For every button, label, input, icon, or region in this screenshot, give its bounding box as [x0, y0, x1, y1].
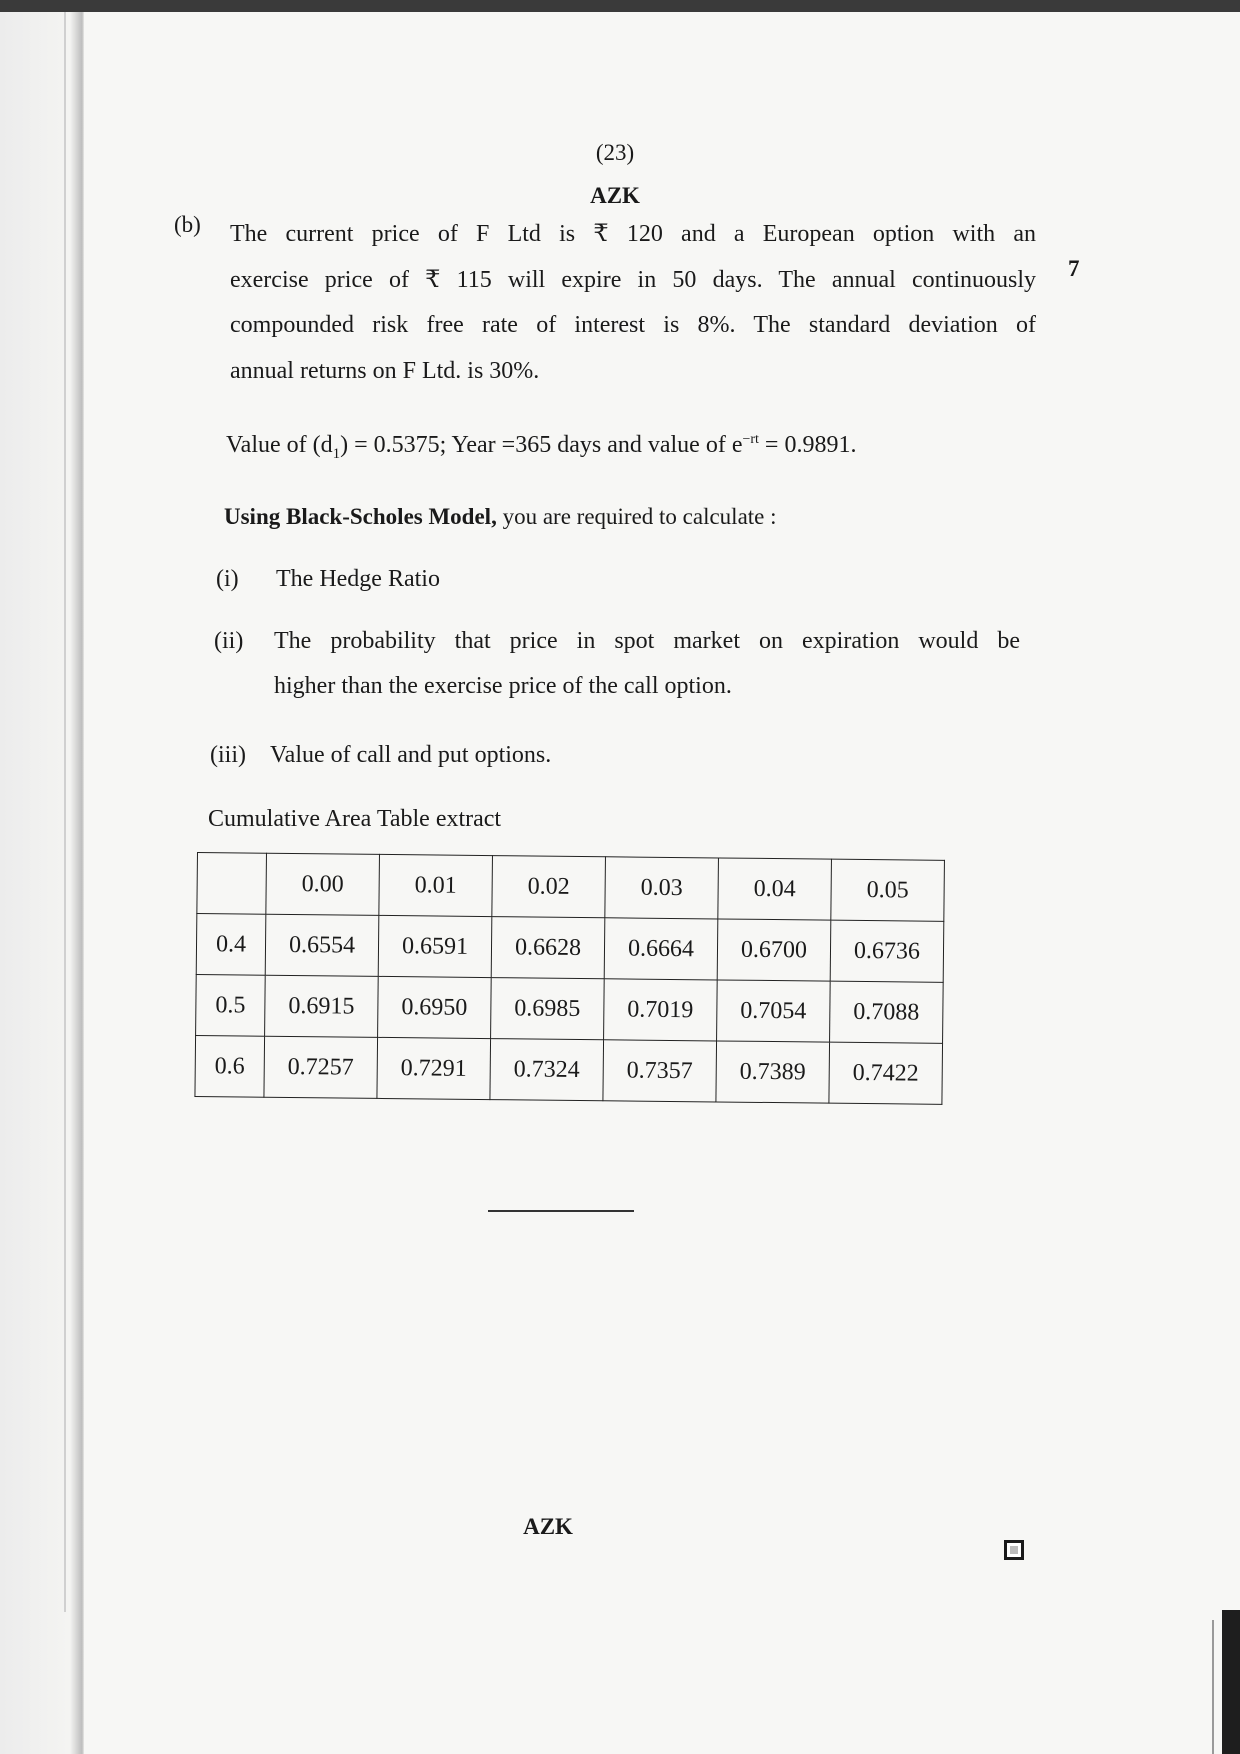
question-line: compounded risk free rate of interest is 8%. The standard deviation of — [230, 312, 1036, 338]
cumulative-area-table — [194, 852, 945, 1105]
column-header: 0.01 — [379, 854, 493, 916]
subquestion-label: (iii) — [210, 742, 246, 768]
given-values — [226, 432, 856, 463]
paper-code-top: AZK — [590, 183, 640, 208]
scan-left-margin — [0, 12, 84, 1754]
instruction — [224, 504, 777, 530]
question-line: annual returns on F Ltd. is 30%. — [230, 357, 540, 384]
table-cell: 0.7422 — [829, 1042, 943, 1104]
table-cell: 0.7019 — [604, 979, 718, 1041]
column-header: 0.03 — [605, 857, 719, 919]
column-header: 0.05 — [831, 859, 945, 921]
instruction-rest: you are required to calculate : — [496, 504, 777, 529]
table-row — [196, 914, 944, 983]
question-line: exercise price of ₹ 115 will expire in 50 days. The annual continuously — [230, 266, 1036, 293]
column-header: 0.00 — [266, 853, 380, 915]
table-cell: 0.6950 — [378, 976, 492, 1038]
question-text — [230, 212, 1036, 394]
row-header: 0.6 — [195, 1035, 265, 1097]
end-of-section-rule — [488, 1210, 634, 1212]
exponent: −rt — [742, 432, 759, 447]
table-cell: 0.6591 — [378, 915, 492, 977]
table-row — [195, 1035, 943, 1104]
subquestion-ii — [214, 628, 1020, 699]
d1-suffix: ) = 0.5375; Year =365 days and value of e — [340, 432, 743, 458]
table-cell: 0.6700 — [717, 919, 831, 981]
page-fold-line — [64, 12, 66, 1612]
column-header: 0.02 — [492, 856, 606, 918]
table-row — [196, 974, 944, 1043]
paper-code-bottom: AZK — [523, 1514, 573, 1539]
subquestion-label: (i) — [216, 566, 239, 592]
scan-right-edge — [1222, 1610, 1240, 1754]
instruction-bold: Using Black-Scholes Model, — [224, 504, 497, 529]
table-cell: 0.6915 — [265, 975, 379, 1037]
table-cell: 0.6628 — [491, 917, 605, 979]
table-cell: 0.6554 — [265, 914, 379, 976]
subquestion-text: The Hedge Ratio — [276, 566, 440, 592]
table-cell: 0.6736 — [830, 920, 944, 982]
row-header: 0.4 — [196, 914, 266, 976]
d1-prefix: Value of (d — [226, 432, 333, 458]
table-cell: 0.7324 — [490, 1039, 604, 1101]
row-header: 0.5 — [196, 974, 266, 1036]
table-cell: 0.6985 — [491, 978, 605, 1040]
subquestion-label: (ii) — [214, 628, 244, 654]
table-cell: 0.7088 — [830, 981, 944, 1043]
table-cell: 0.7257 — [264, 1036, 378, 1098]
column-header: 0.04 — [718, 858, 832, 920]
exp-suffix: = 0.9891. — [758, 432, 857, 458]
scan-right-shadow — [1212, 1620, 1214, 1754]
question-label: (b) — [174, 212, 201, 237]
subquestion-text: The probability that price in spot market on expiration would be — [274, 628, 1020, 654]
question-line: The current price of F Ltd is ₹ 120 and a European option with an — [230, 221, 1036, 247]
table-header-row — [197, 853, 945, 922]
d1-subscript: 1 — [332, 445, 341, 462]
subquestion-line — [214, 628, 1020, 655]
table-cell: 0.7291 — [377, 1037, 491, 1099]
subquestion-i — [216, 566, 440, 593]
table-title: Cumulative Area Table extract — [208, 806, 502, 832]
page-number: (23) — [595, 140, 635, 165]
table-corner-cell — [197, 853, 267, 915]
subquestion-text: Value of call and put options. — [270, 742, 552, 768]
table-cell: 0.6664 — [604, 918, 718, 980]
subquestion-text-continued: higher than the exercise price of the call option. — [274, 673, 732, 699]
question-marks: 7 — [1068, 256, 1080, 281]
table-cell: 0.7389 — [716, 1041, 830, 1103]
table-cell: 0.7054 — [717, 980, 831, 1042]
table-cell: 0.7357 — [603, 1040, 717, 1102]
subquestion-iii — [210, 742, 551, 769]
square-mark-icon — [1004, 1540, 1024, 1560]
scan-top-edge — [0, 0, 1240, 12]
